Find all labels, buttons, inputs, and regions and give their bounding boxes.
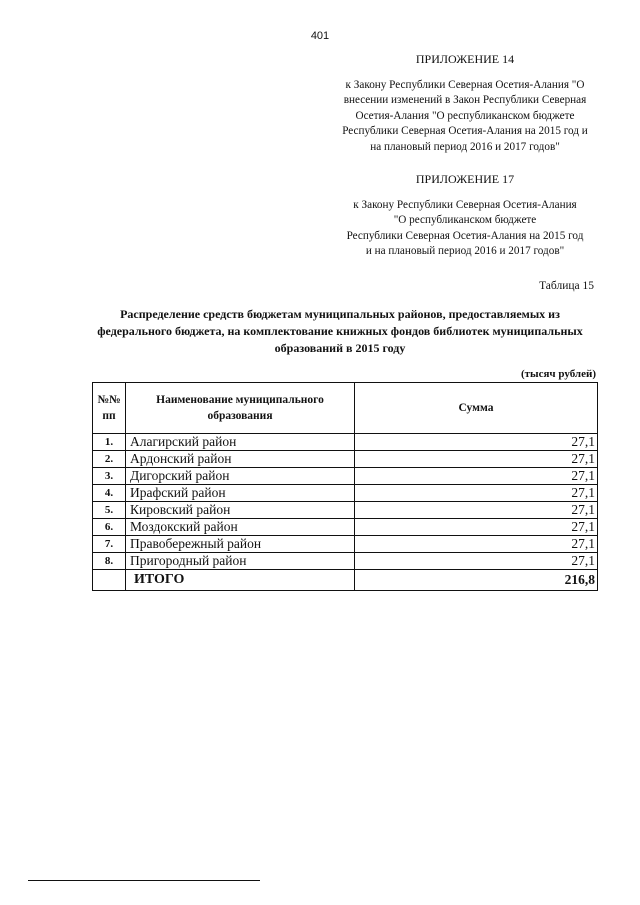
- appendix-14-line: к Закону Республики Северная Осетия-Алания "О: [345, 78, 585, 91]
- appendix-14-line: Республики Северная Осетия-Алания на 2015 год и: [342, 125, 588, 137]
- table-total-row: [93, 570, 598, 591]
- document-title-line: Распределение средств бюджетам муниципальных районов, предоставляемых из: [120, 307, 560, 321]
- row-amount: 27,1: [355, 468, 598, 485]
- table-row: [93, 502, 598, 519]
- row-name: Ардонский район: [126, 451, 355, 468]
- budget-table: [92, 382, 598, 591]
- appendix-14-line: на плановый период 2016 и 2017 годов": [370, 140, 560, 153]
- units-label: (тысяч рублей): [520, 368, 596, 380]
- appendix-17-line: "О республиканском бюджете: [393, 214, 537, 226]
- row-number: 4.: [93, 485, 126, 502]
- header-number: №№ пп: [93, 383, 126, 434]
- appendix-14-line: внесении изменений в Закон Республики Северная: [343, 94, 587, 106]
- table-row: [93, 485, 598, 502]
- appendix-17-line: Республики Северная Осетия-Алания на 2015 год: [346, 229, 584, 242]
- table-row: [93, 536, 598, 553]
- appendix-14-line: Осетия-Алания "О республиканском бюджете: [355, 109, 575, 122]
- table-number: Таблица 15: [539, 280, 594, 292]
- total-number-cell: [93, 570, 126, 591]
- row-name: Пригородный район: [126, 553, 355, 570]
- page-number: 401: [310, 30, 330, 42]
- row-amount: 27,1: [355, 536, 598, 553]
- row-number: 5.: [93, 502, 126, 519]
- appendix-14-title: ПРИЛОЖЕНИЕ 14: [415, 52, 515, 66]
- row-name: Алагирский район: [126, 434, 355, 451]
- appendix-17-line: к Закону Республики Северная Осетия-Алания: [353, 198, 577, 211]
- row-amount: 27,1: [355, 485, 598, 502]
- row-number: 2.: [93, 451, 126, 468]
- row-name: Моздокский район: [126, 519, 355, 536]
- row-number: 7.: [93, 536, 126, 553]
- appendix-14-block: [330, 52, 600, 155]
- appendix-17-line: и на плановый период 2016 и 2017 годов": [365, 245, 565, 257]
- document-title-line: федерального бюджета, на комплектование книжных фондов библиотек муниципальных: [97, 324, 583, 338]
- total-label: ИТОГО: [126, 570, 355, 591]
- appendix-17-block: [330, 172, 600, 260]
- header-name: Наименование муниципального образования: [126, 383, 355, 434]
- row-amount: 27,1: [355, 553, 598, 570]
- row-amount: 27,1: [355, 434, 598, 451]
- row-name: Ирафский район: [126, 485, 355, 502]
- row-number: 3.: [93, 468, 126, 485]
- row-name: Дигорский район: [126, 468, 355, 485]
- table-row: [93, 451, 598, 468]
- document-title-line: образований в 2015 году: [274, 341, 406, 355]
- table-row: [93, 468, 598, 485]
- row-number: 6.: [93, 519, 126, 536]
- row-number: 8.: [93, 553, 126, 570]
- appendix-17-title: ПРИЛОЖЕНИЕ 17: [415, 172, 515, 186]
- row-amount: 27,1: [355, 502, 598, 519]
- row-number: 1.: [93, 434, 126, 451]
- table-header-row: [93, 383, 598, 434]
- table-row: [93, 519, 598, 536]
- table-row: [93, 434, 598, 451]
- footnote-divider: [28, 880, 260, 881]
- row-amount: 27,1: [355, 451, 598, 468]
- header-amount: Сумма: [355, 383, 598, 434]
- document-title: [80, 306, 600, 357]
- total-amount: 216,8: [355, 570, 598, 591]
- table-row: [93, 553, 598, 570]
- row-amount: 27,1: [355, 519, 598, 536]
- row-name: Кировский район: [126, 502, 355, 519]
- row-name: Правобережный район: [126, 536, 355, 553]
